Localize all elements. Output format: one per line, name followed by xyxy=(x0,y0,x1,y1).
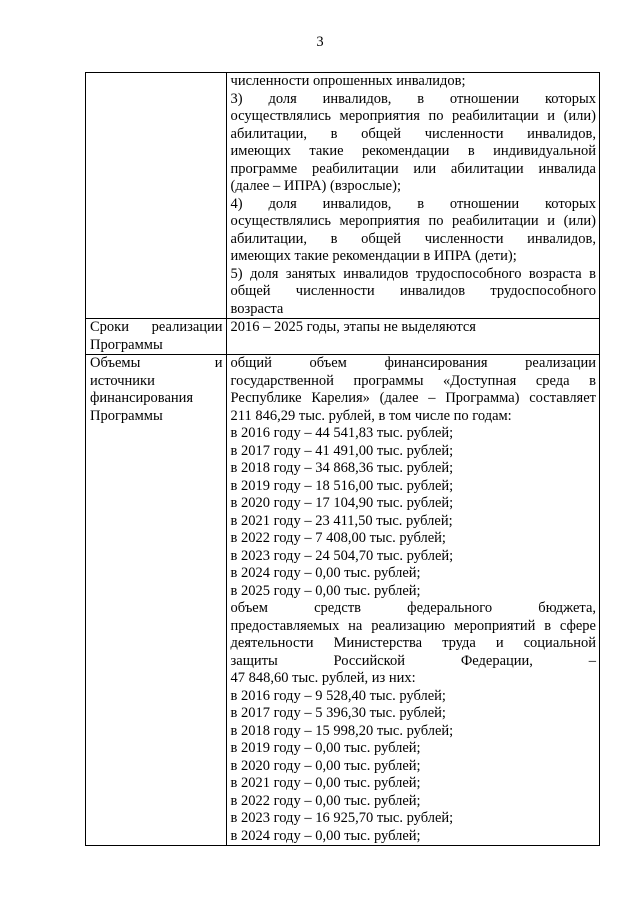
text-line: численности опрошенных инвалидов; xyxy=(230,73,466,89)
page-number: 3 xyxy=(316,34,324,50)
table-row xyxy=(86,319,600,355)
text-line: 4) доля инвалидов, в отношении которых xyxy=(230,195,596,212)
indicators-cell xyxy=(226,73,599,319)
text-line: в 2016 году – 9 528,40 тыс. рублей; xyxy=(230,687,446,704)
text-line: в 2025 году – 0,00 тыс. рублей; xyxy=(230,582,421,599)
text-line: абилитации, в общей численности инвалидов, xyxy=(230,230,596,247)
text-line: общий объем финансирования реализации xyxy=(230,355,596,371)
program-terms-cell xyxy=(226,319,599,355)
row-label-empty xyxy=(86,73,227,319)
text-line: имеющих такие рекомендации в индивидуальной xyxy=(230,143,596,159)
text-line: в 2020 году – 17 104,90 тыс. рублей; xyxy=(230,495,454,511)
text-line: осуществлялись мероприятия по реабилитации и (или) xyxy=(230,213,596,229)
label-line: Программы xyxy=(90,336,163,353)
text-line: абилитации, в общей численности инвалидов, xyxy=(230,125,596,142)
passport-table xyxy=(85,72,600,846)
label-line: Сроки реализации xyxy=(90,319,223,335)
label-line: Объемы и xyxy=(90,355,223,371)
row-label-funding xyxy=(86,355,227,846)
text-line: в 2023 году – 24 504,70 тыс. рублей; xyxy=(230,547,454,564)
text-line: программе реабилитации или абилитации инвалида xyxy=(230,160,596,177)
text-line: в 2019 году – 18 516,00 тыс. рублей; xyxy=(230,477,454,494)
text-line: деятельности Министерства труда и социальной xyxy=(230,635,596,651)
text-line: 211 846,29 тыс. рублей, в том числе по годам: xyxy=(230,407,512,424)
text-line: в 2021 году – 23 411,50 тыс. рублей; xyxy=(230,512,453,529)
text-line: в 2018 году – 15 998,20 тыс. рублей; xyxy=(230,722,454,739)
label-line: Программы xyxy=(90,407,163,424)
text-line: имеющих такие рекомендации в ИПРА (дети); xyxy=(230,248,517,264)
text-line: 47 848,60 тыс. рублей, из них: xyxy=(230,670,416,686)
text-line: в 2022 году – 0,00 тыс. рублей; xyxy=(230,792,421,809)
text-line: в 2024 году – 0,00 тыс. рублей; xyxy=(230,565,421,581)
text-line: общей численности инвалидов трудоспособного xyxy=(230,283,596,299)
text-line: защиты Российской Федерации, – xyxy=(230,652,596,669)
text-line: в 2018 году – 34 868,36 тыс. рублей; xyxy=(230,460,454,476)
text-line: 5) доля занятых инвалидов трудоспособного возраста в xyxy=(230,265,596,282)
text-line: в 2019 году – 0,00 тыс. рублей; xyxy=(230,740,421,756)
label-line: финансирования xyxy=(90,390,194,406)
text-line: в 2023 году – 16 925,70 тыс. рублей; xyxy=(230,810,454,826)
text-line: Республике Карелия» (далее – Программа) составляет xyxy=(230,390,596,406)
text-line: в 2016 году – 44 541,83 тыс. рублей; xyxy=(230,425,454,441)
row-label-program-terms xyxy=(86,319,227,355)
text-line: в 2021 году – 0,00 тыс. рублей; xyxy=(230,775,421,791)
text-line: (далее – ИПРА) (взрослые); xyxy=(230,178,401,194)
text-line: 2016 – 2025 годы, этапы не выделяются xyxy=(230,319,476,335)
text-line: государственной программы «Доступная среда в xyxy=(230,372,596,389)
text-line: объем средств федерального бюджета, xyxy=(230,600,596,616)
table-row xyxy=(86,73,600,319)
text-line: в 2020 году – 0,00 тыс. рублей; xyxy=(230,757,421,774)
text-line: в 2017 году – 41 491,00 тыс. рублей; xyxy=(230,442,454,459)
table-row xyxy=(86,355,600,846)
text-line: осуществлялись мероприятия по реабилитации и (или) xyxy=(230,108,596,124)
funding-cell xyxy=(226,355,599,846)
text-line: в 2022 году – 7 408,00 тыс. рублей; xyxy=(230,530,446,546)
text-line: в 2024 году – 0,00 тыс. рублей; xyxy=(230,827,421,844)
text-line: предоставляемых на реализацию мероприятий в сфере xyxy=(230,617,596,634)
label-line: источники xyxy=(90,372,155,389)
text-line: 3) доля инвалидов, в отношении которых xyxy=(230,90,596,107)
text-line: в 2017 году – 5 396,30 тыс. рублей; xyxy=(230,705,446,721)
text-line: возраста xyxy=(230,300,284,317)
